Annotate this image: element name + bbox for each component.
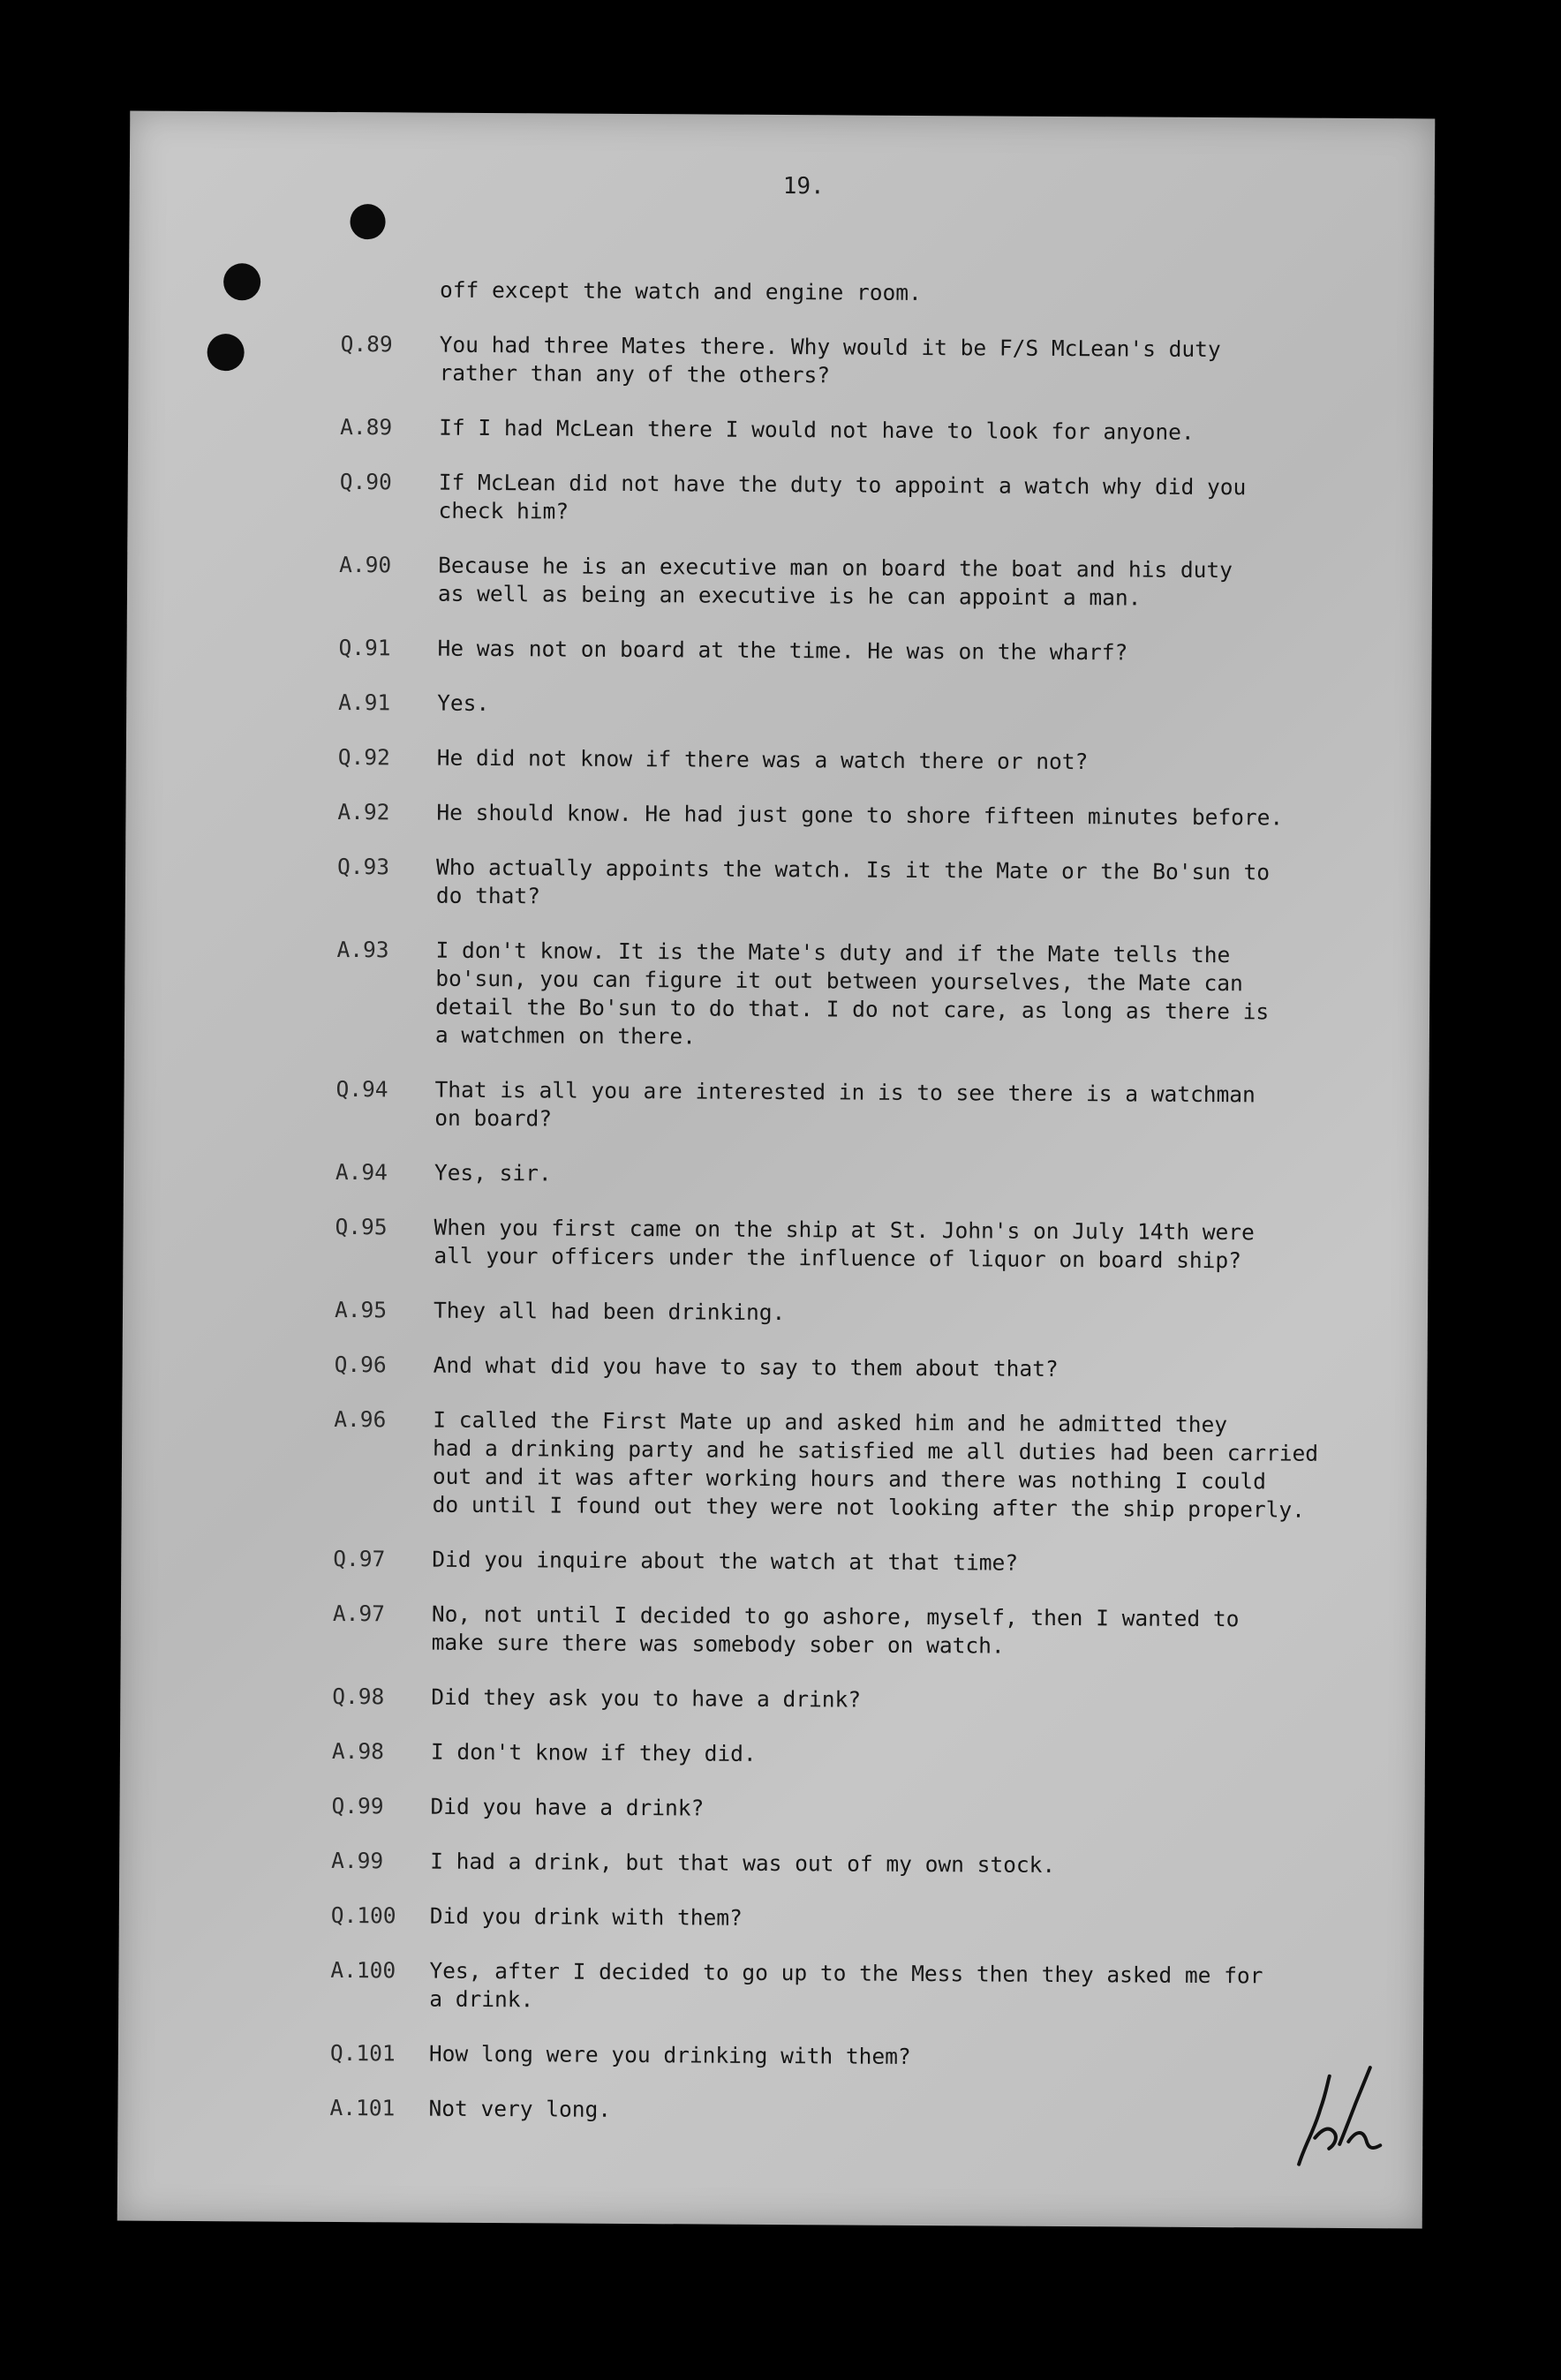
qa-entry: [339, 634, 1399, 668]
document-page: [117, 111, 1436, 2229]
qa-entry: [331, 1902, 1391, 1936]
entry-label: Q.95: [335, 1213, 388, 1240]
entry-text: Yes, after I decided to go up to the Mess then they asked me for a drink.: [429, 1957, 1263, 2013]
entry-text: He should know. He had just gone to shore fifteen minutes before.: [436, 799, 1284, 831]
qa-entry: [339, 551, 1399, 614]
entry-label: Q.98: [332, 1683, 385, 1710]
entry-label: Q.99: [331, 1792, 384, 1819]
entry-label: Q.90: [339, 468, 392, 495]
entry-label: A.98: [331, 1737, 385, 1765]
entry-label: Q.100: [330, 1902, 396, 1929]
qa-entry: [339, 468, 1399, 531]
transcript: [329, 275, 1400, 2155]
punch-hole-bottom: [207, 334, 245, 371]
qa-entry: [332, 1683, 1391, 1717]
entry-label: A.95: [334, 1296, 388, 1323]
qa-entry: [330, 1956, 1390, 2019]
entry-text: Did you inquire about the watch at that time?: [432, 1546, 1019, 1576]
qa-entry: [332, 1737, 1391, 1772]
qa-entry: [336, 1158, 1395, 1193]
entry-label: Q.101: [329, 2039, 396, 2067]
entry-text: He did not know if there was a watch there or not?: [436, 744, 1089, 775]
entry-label: Q.96: [334, 1351, 387, 1378]
entry-label: A.99: [331, 1847, 384, 1874]
entry-label: Q.91: [338, 634, 391, 661]
entry-text: Did you drink with them?: [429, 1902, 743, 1931]
entry-text: Not very long.: [428, 2095, 612, 2122]
entry-label: A.92: [337, 798, 390, 825]
entry-label: Q.89: [340, 330, 393, 358]
qa-entry: [336, 936, 1397, 1055]
entry-text: I had a drink, but that was out of my own stock.: [430, 1848, 1056, 1878]
qa-list: [329, 330, 1399, 2128]
punch-hole-middle: [223, 263, 260, 300]
entry-label: Q.94: [336, 1075, 388, 1103]
qa-entry: [338, 743, 1398, 778]
entry-label: A.91: [338, 689, 391, 716]
entry-text: They all had been drinking.: [433, 1297, 786, 1326]
entry-label: Q.92: [337, 743, 390, 771]
qa-entry: [333, 1545, 1392, 1579]
qa-entry: [336, 1075, 1395, 1138]
entry-label: A.97: [332, 1600, 386, 1627]
page-number: 19.: [782, 173, 825, 200]
entry-text: He was not on board at the time. He was on the wharf?: [437, 635, 1128, 666]
entry-text: Because he is an executive man on board the boat and his duty as well as being an executive is he can appoint a man.: [437, 552, 1233, 611]
qa-entry: [329, 2094, 1389, 2128]
entry-label: A.101: [329, 2094, 396, 2121]
entry-text: If McLean did not have the duty to appoint a watch why did you check him?: [438, 469, 1247, 524]
entry-text: Yes, sir.: [434, 1159, 552, 1186]
entry-label: A.96: [334, 1405, 387, 1433]
qa-entry: [340, 330, 1399, 393]
entry-label: A.93: [336, 936, 389, 963]
entry-text: Yes.: [437, 689, 490, 717]
entry-label: Q.97: [333, 1545, 386, 1572]
qa-entry: [340, 413, 1399, 448]
entry-text: That is all you are interested in is to see there is a watchman on board?: [434, 1076, 1256, 1132]
continuation-line: off except the watch and engine room.: [439, 276, 922, 305]
entry-text: I don't know if they did.: [430, 1738, 757, 1766]
entry-text: If I had McLean there I would not have to look for anyone.: [439, 414, 1195, 445]
qa-entry: [337, 853, 1397, 915]
entry-text: Who actually appoints the watch. Is it the Mate or the Bo'sun to do that?: [435, 854, 1271, 909]
qa-entry: [330, 2039, 1390, 2074]
entry-text: When you first came on the ship at St. John's on July 14th were all your officers under the influence of liquor on board ship?: [434, 1214, 1255, 1274]
entry-text: I called the First Mate up and asked him and he admitted they had a drinking party and he satisfied me all duties had been carried out and it was after working hours and there was nothing I could do until I found out they were not looking after the ship properly.: [432, 1406, 1319, 1523]
entry-text: You had three Mates there. Why would it be F/S McLean's duty rather than any of the others?: [439, 331, 1221, 388]
qa-entry: [335, 1296, 1394, 1330]
entry-label: A.94: [335, 1158, 388, 1186]
entry-text: How long were you drinking with them?: [428, 2040, 911, 2069]
entry-text: Did they ask you to have a drink?: [431, 1683, 862, 1713]
entry-text: No, not until I decided to go ashore, myself, then I wanted to make sure there was somebody sober on watch.: [431, 1600, 1240, 1659]
entry-text: And what did you have to say to them about that?: [433, 1352, 1059, 1382]
entry-text: I don't know. It is the Mate's duty and if the Mate tells the bo'sun, you can figure it out between yourselves, the Mate can detail the Bo'sun to do that. I do not care, as long as there is a watchmen on there.: [434, 937, 1270, 1050]
entry-label: A.90: [339, 551, 392, 578]
handwritten-initials-signature: [1283, 2060, 1390, 2176]
qa-entry: [335, 1351, 1394, 1385]
qa-entry: [334, 1405, 1394, 1525]
entry-label: A.89: [340, 413, 393, 441]
qa-entry: [331, 1792, 1391, 1826]
qa-entry: [335, 1213, 1394, 1276]
entry-label: Q.93: [337, 853, 390, 880]
entry-label: A.100: [330, 1956, 396, 1984]
qa-entry: [333, 1600, 1392, 1662]
qa-entry: [338, 689, 1398, 723]
entry-text: Did you have a drink?: [430, 1793, 705, 1821]
qa-entry: [331, 1847, 1391, 1881]
qa-entry: [337, 798, 1397, 832]
punch-hole-top: [350, 204, 385, 239]
